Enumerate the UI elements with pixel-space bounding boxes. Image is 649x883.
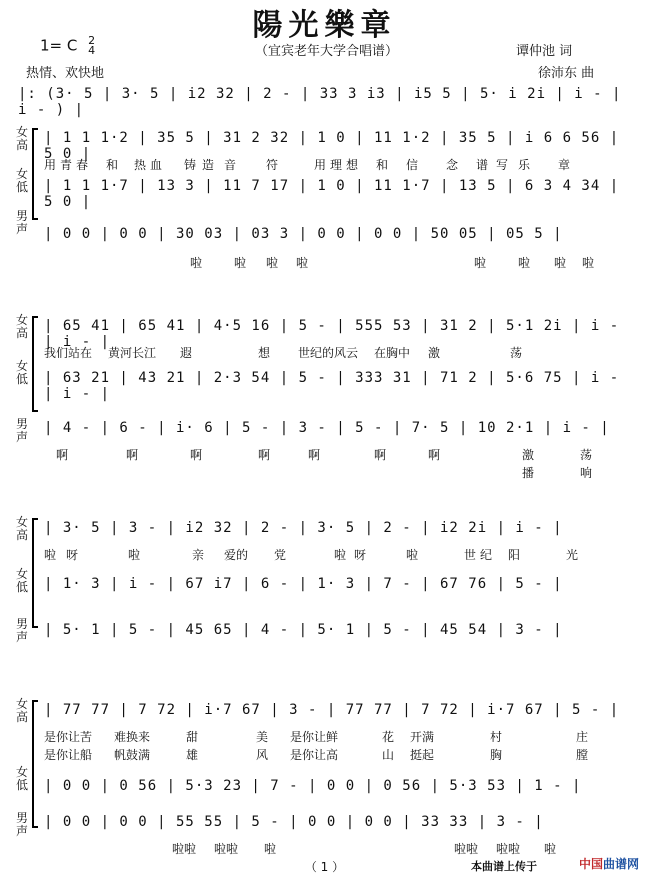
male-staff: | 0 0 | 0 0 | 55 55 | 5 - | 0 0 | 0 0 | 33 33 | 3 - | bbox=[44, 814, 544, 830]
lyric-syllable: 音 bbox=[224, 158, 237, 172]
lyric-syllable: 啦 bbox=[234, 256, 247, 270]
voice-label-soprano: 女高 bbox=[15, 515, 28, 542]
lyric-syllable: 啦 bbox=[518, 256, 531, 270]
lyric-syllable: 用 bbox=[314, 158, 327, 172]
lyric-syllable: 谱 bbox=[476, 158, 489, 172]
lyric-syllable: 响 bbox=[580, 466, 593, 480]
lyric-syllable: 村 bbox=[490, 730, 503, 744]
male-staff: | 0 0 | 0 0 | 30 03 | 03 3 | 0 0 | 0 0 | 50 05 | 05 5 | bbox=[44, 226, 563, 242]
page-number: （ 1 ） bbox=[304, 860, 345, 874]
soprano-staff: | 3· 5 | 3 - | i2 32 | 2 - | 3· 5 | 2 - | i2 2i | i - | bbox=[44, 520, 563, 536]
lyric-syllable: 啦 bbox=[266, 256, 279, 270]
lyric-syllable: 想 bbox=[258, 346, 271, 360]
lyric-syllable: 胸 bbox=[490, 748, 503, 762]
lyric-syllable: 啦 bbox=[296, 256, 309, 270]
lyric-syllable: 帆鼓满 bbox=[114, 748, 151, 762]
lyric-syllable: 啦 bbox=[190, 256, 203, 270]
alto-staff: | 0 0 | 0 56 | 5·3 23 | 7 - | 0 0 | 0 56 | 5·3 53 | 1 - | bbox=[44, 778, 582, 794]
lyric-syllable: 啦 bbox=[44, 548, 57, 562]
source-note: （宜宾老年大学合唱谱） bbox=[255, 44, 399, 59]
lyric-syllable: 阳 bbox=[508, 548, 521, 562]
logo-site: 曲谱网 bbox=[602, 857, 639, 871]
logo-text: 中国 bbox=[578, 857, 603, 871]
lyric-syllable: 啦 bbox=[334, 548, 347, 562]
lyric-syllable: 甜 bbox=[186, 730, 199, 744]
lyric-syllable: 啊 bbox=[258, 448, 271, 462]
alto-staff: | 1· 3 | i - | 67 i7 | 6 - | 1· 3 | 7 - | 67 76 | 5 - | bbox=[44, 576, 563, 592]
intro-staff: |: (3· 5 | 3· 5 | i2 32 | 2 - | 33 3 i3 | i5 5 | 5· i 2i | i - | i - ) | bbox=[18, 86, 622, 118]
system-2 bbox=[0, 312, 649, 482]
lyric-syllable: 啦 bbox=[544, 842, 557, 856]
lyric-syllable: 写 bbox=[496, 158, 509, 172]
lyric-syllable: 啦 bbox=[128, 548, 141, 562]
lyric-syllable: 难换来 bbox=[114, 730, 151, 744]
lyric-syllable: 啦啦 bbox=[172, 842, 197, 856]
lyric-syllable: 山 bbox=[382, 748, 395, 762]
lyric-syllable: 黄河长江 bbox=[108, 346, 157, 360]
lyric-syllable: 啦 bbox=[582, 256, 595, 270]
soprano-staff: | 65 41 | 65 41 | 4·5 16 | 5 - | 555 53 | 31 2 | 5·1 2i | i - | i - | bbox=[44, 318, 620, 350]
lyric-syllable: 荡 bbox=[510, 346, 523, 360]
score-title: 陽光樂章 bbox=[252, 8, 397, 43]
lyric-syllable: 和 bbox=[106, 158, 119, 172]
choir-brace bbox=[32, 700, 34, 828]
lyric-syllable: 世纪的风云 bbox=[298, 346, 359, 360]
alto-staff: | 63 21 | 43 21 | 2·3 54 | 5 - | 333 31 | 71 2 | 5·6 75 | i - | i - | bbox=[44, 370, 620, 402]
voice-label-male: 男声 bbox=[15, 417, 28, 444]
lyric-syllable: 开满 bbox=[410, 730, 435, 744]
lyric-syllable: 用 bbox=[44, 158, 57, 172]
lyric-syllable: 造 bbox=[202, 158, 215, 172]
lyric-syllable: 想 bbox=[346, 158, 359, 172]
voice-label-soprano: 女高 bbox=[15, 125, 28, 152]
choir-brace bbox=[32, 316, 34, 412]
lyricist: 谭仲池 词 bbox=[516, 44, 573, 59]
lyric-syllable: 啦啦 bbox=[454, 842, 479, 856]
lyric-syllable: 遐 bbox=[180, 346, 193, 360]
lyric-syllable: 纪 bbox=[480, 548, 493, 562]
male-staff: | 5· 1 | 5 - | 45 65 | 4 - | 5· 1 | 5 - | 45 54 | 3 - | bbox=[44, 622, 563, 638]
time-numerator: 2 bbox=[88, 34, 96, 47]
composer: 徐沛东 曲 bbox=[538, 66, 595, 81]
tempo-marking: 热情、欢快地 bbox=[26, 66, 105, 81]
voice-label-alto: 女低 bbox=[15, 765, 28, 792]
lyric-syllable: 是你让鲜 bbox=[290, 730, 339, 744]
lyric-syllable: 啊 bbox=[56, 448, 69, 462]
lyric-syllable: 荡 bbox=[580, 448, 593, 462]
voice-label-male: 男声 bbox=[15, 617, 28, 644]
lyric-syllable: 在胸中 bbox=[374, 346, 411, 360]
lyric-syllable: 热 bbox=[134, 158, 147, 172]
voice-label-male: 男声 bbox=[15, 209, 28, 236]
alto-staff: | 1 1 1·7 | 13 3 | 11 7 17 | 1 0 | 11 1·7 | 13 5 | 6 3 4 34 | 5 0 | bbox=[44, 178, 620, 210]
voice-label-alto: 女低 bbox=[15, 567, 28, 594]
lyric-syllable: 啦 bbox=[474, 256, 487, 270]
lyric-syllable: 啦啦 bbox=[214, 842, 239, 856]
lyric-syllable: 啦 bbox=[264, 842, 277, 856]
lyric-syllable: 啦 bbox=[554, 256, 567, 270]
upload-note: 本曲谱上传于 bbox=[471, 860, 537, 873]
lyric-syllable: 美 bbox=[256, 730, 269, 744]
lyric-syllable: 激 bbox=[522, 448, 535, 462]
lyric-syllable: 我们站在 bbox=[44, 346, 93, 360]
lyric-syllable: 爱的 bbox=[224, 548, 249, 562]
system-1 bbox=[0, 124, 649, 270]
lyric-syllable: 信 bbox=[406, 158, 419, 172]
voice-label-soprano: 女高 bbox=[15, 313, 28, 340]
lyric-syllable: 啦 bbox=[406, 548, 419, 562]
lyric-syllable: 啊 bbox=[428, 448, 441, 462]
lyric-syllable: 和 bbox=[376, 158, 389, 172]
lyric-syllable: 呀 bbox=[66, 548, 79, 562]
lyric-syllable: 是你让苦 bbox=[44, 730, 93, 744]
system-3 bbox=[0, 514, 649, 644]
lyric-syllable: 呀 bbox=[354, 548, 367, 562]
lyric-syllable: 符 bbox=[266, 158, 279, 172]
lyric-syllable: 播 bbox=[522, 466, 535, 480]
lyric-syllable: 庄 bbox=[576, 730, 589, 744]
lyric-syllable: 党 bbox=[274, 548, 287, 562]
voice-label-male: 男声 bbox=[15, 811, 28, 838]
voice-label-alto: 女低 bbox=[15, 167, 28, 194]
lyric-syllable: 念 bbox=[446, 158, 459, 172]
lyric-syllable: 雄 bbox=[186, 748, 199, 762]
lyric-syllable: 亲 bbox=[192, 548, 205, 562]
lyric-syllable: 膛 bbox=[576, 748, 589, 762]
lyric-syllable: 挺起 bbox=[410, 748, 435, 762]
lyric-syllable: 是你让高 bbox=[290, 748, 339, 762]
lyric-syllable: 是你让船 bbox=[44, 748, 93, 762]
key-signature: 1= C 2 4 bbox=[40, 34, 96, 57]
voice-label-alto: 女低 bbox=[15, 359, 28, 386]
lyric-syllable: 理 bbox=[330, 158, 343, 172]
lyric-syllable: 春 bbox=[76, 158, 89, 172]
soprano-staff: | 77 77 | 7 72 | i·7 67 | 3 - | 77 77 | 7 72 | i·7 67 | 5 - | bbox=[44, 702, 620, 718]
lyric-syllable: 乐 bbox=[518, 158, 531, 172]
lyric-syllable: 啊 bbox=[374, 448, 387, 462]
lyric-syllable: 啊 bbox=[190, 448, 203, 462]
soprano-staff: | 1 1 1·2 | 35 5 | 31 2 32 | 1 0 | 11 1·2 | 35 5 | i 6 6 56 | 5 0 | bbox=[44, 130, 620, 162]
lyric-syllable: 铸 bbox=[184, 158, 197, 172]
lyric-syllable: 花 bbox=[382, 730, 395, 744]
male-staff: | 4 - | 6 - | i· 6 | 5 - | 3 - | 5 - | 7· 5 | 10 2·1 | i - | bbox=[44, 420, 610, 436]
choir-brace bbox=[32, 128, 34, 220]
lyric-syllable: 章 bbox=[558, 158, 571, 172]
lyric-syllable: 世 bbox=[464, 548, 477, 562]
lyric-syllable: 啊 bbox=[126, 448, 139, 462]
lyric-syllable: 血 bbox=[150, 158, 163, 172]
lyric-syllable: 光 bbox=[566, 548, 579, 562]
voice-label-soprano: 女高 bbox=[15, 697, 28, 724]
lyric-syllable: 青 bbox=[60, 158, 73, 172]
system-4 bbox=[0, 696, 649, 856]
lyric-syllable: 啦啦 bbox=[496, 842, 521, 856]
lyric-syllable: 激 bbox=[428, 346, 441, 360]
site-logo[interactable] bbox=[579, 855, 639, 872]
lyric-syllable: 啊 bbox=[308, 448, 321, 462]
time-denominator: 4 bbox=[88, 44, 96, 57]
choir-brace bbox=[32, 518, 34, 628]
lyric-syllable: 风 bbox=[256, 748, 269, 762]
